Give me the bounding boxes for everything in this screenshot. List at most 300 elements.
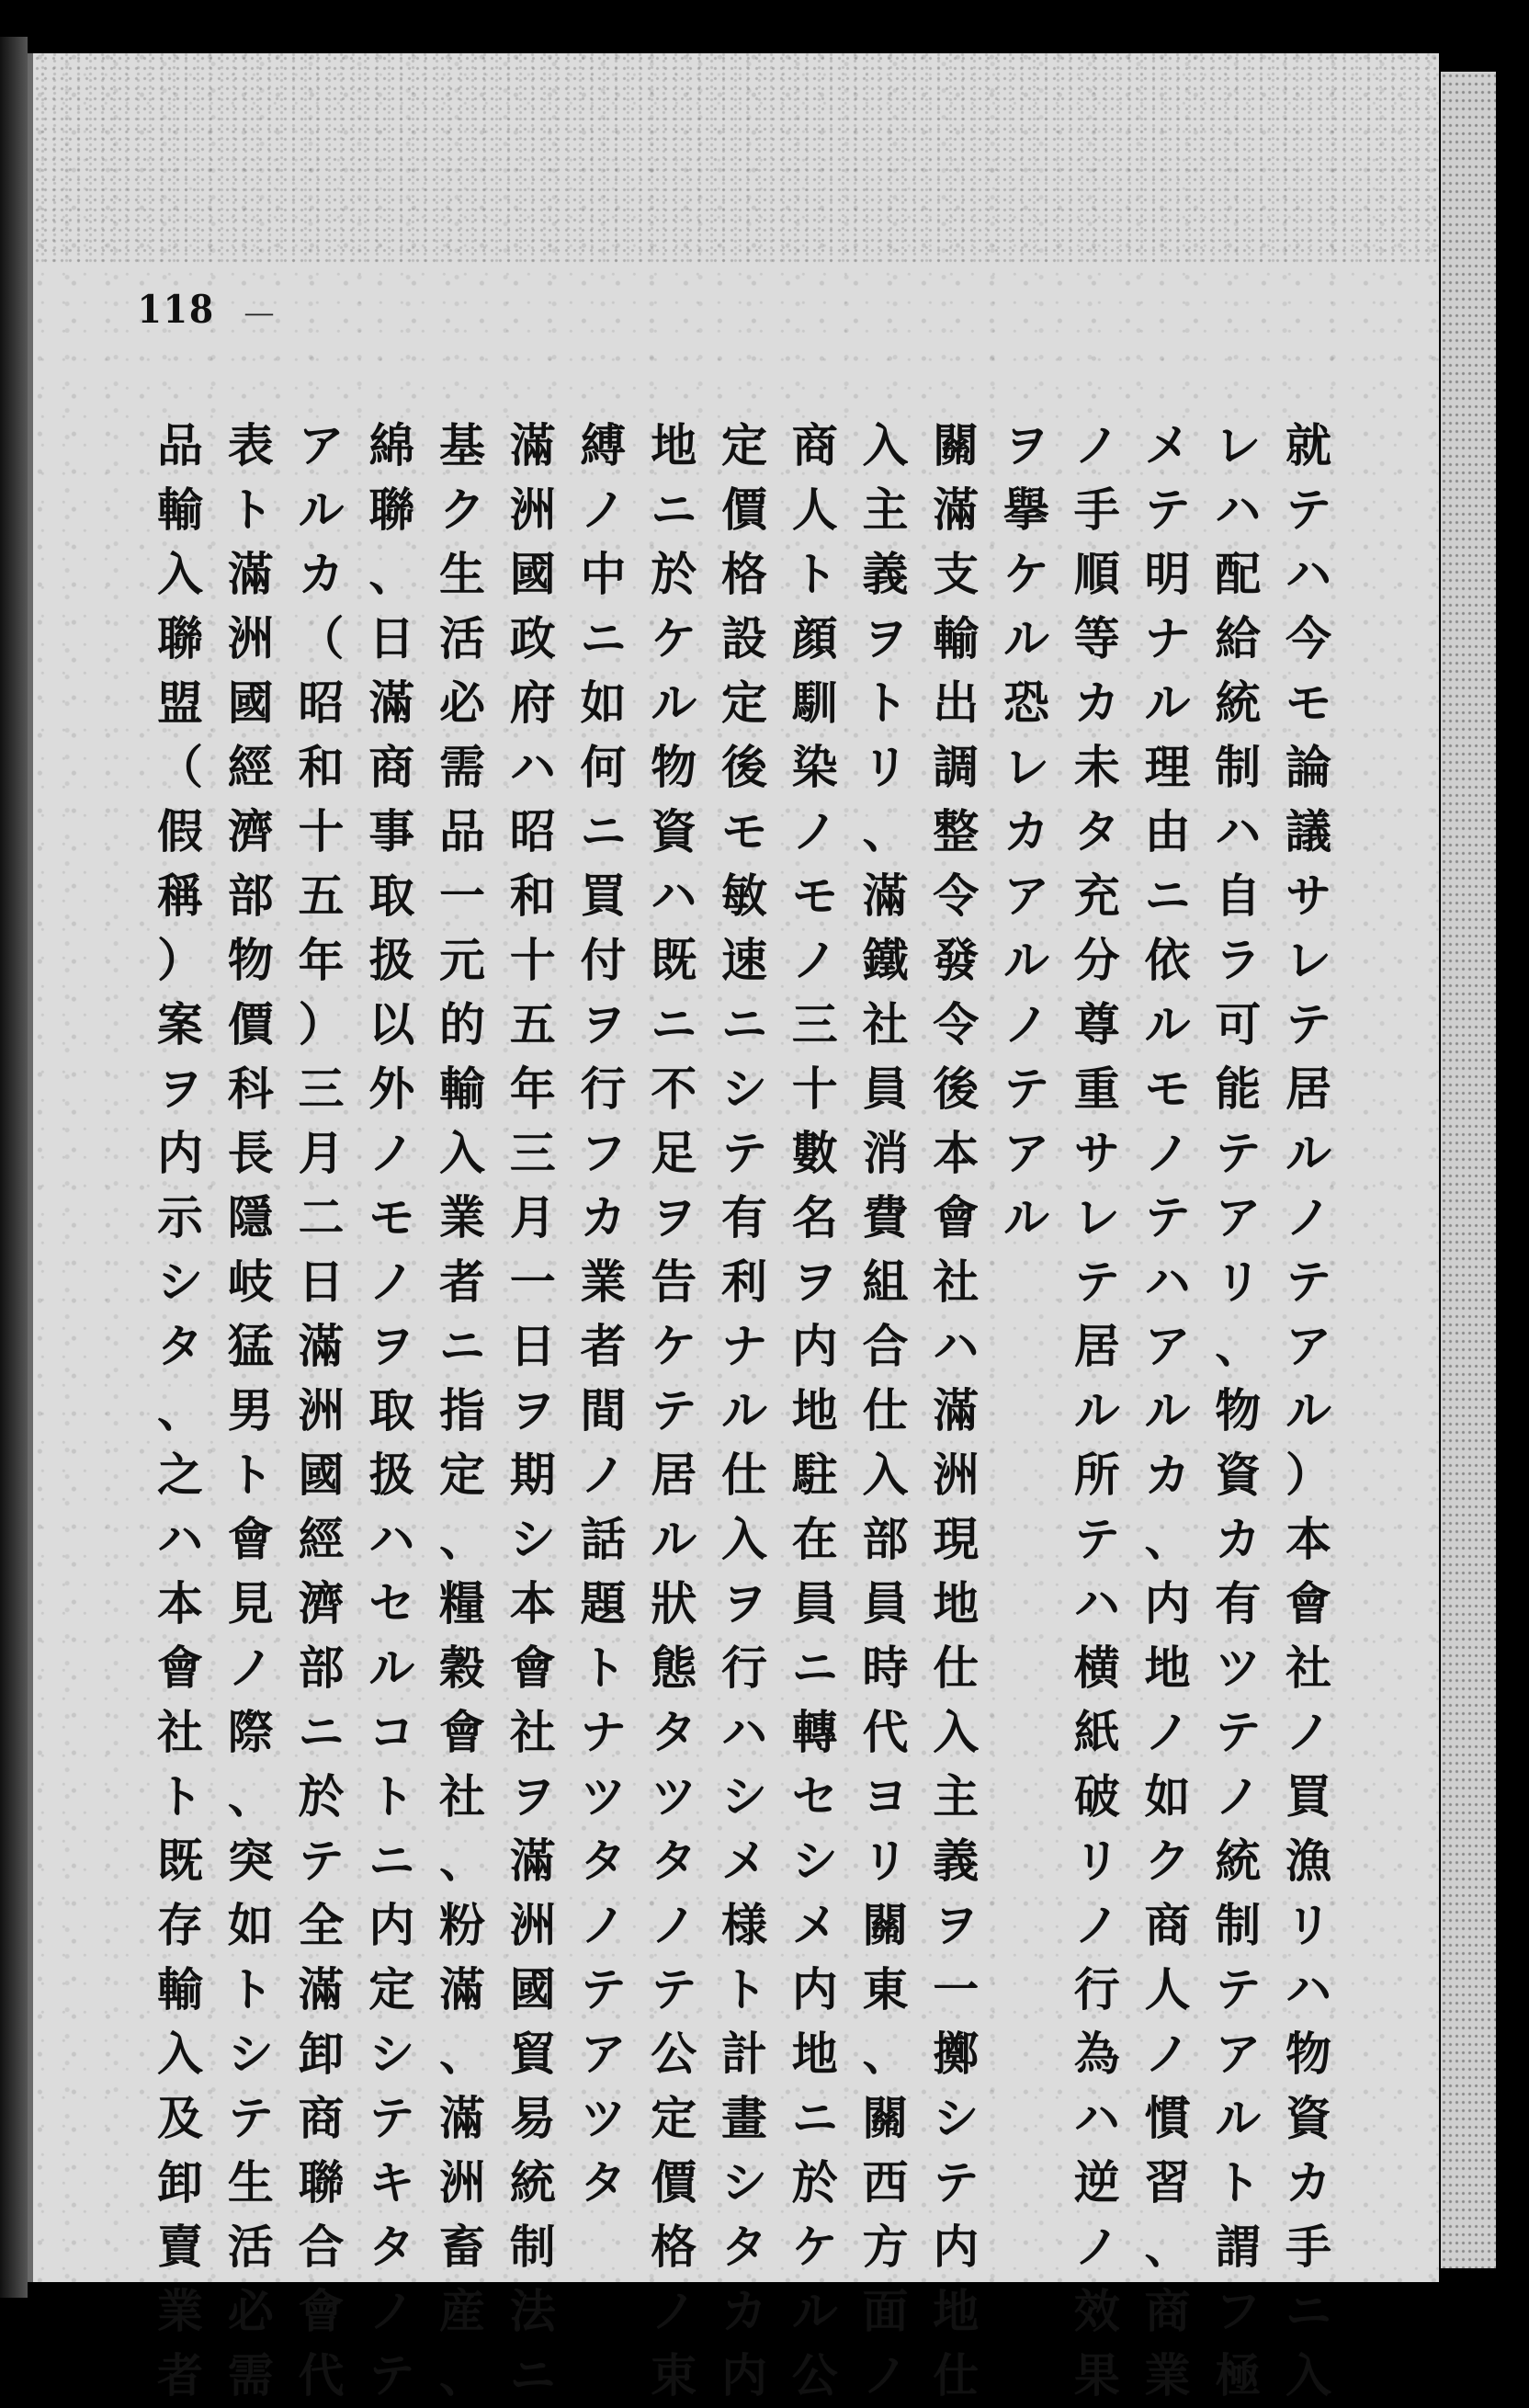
text-char: 令 [933, 997, 980, 1051]
text-char: 月 [298, 1126, 345, 1180]
text-char: ニ [580, 611, 627, 665]
text-char: 地 [1144, 1641, 1191, 1695]
text-column [363, 414, 420, 2402]
text-char: 畫 [721, 2091, 767, 2145]
text-char: 能 [1215, 1062, 1262, 1116]
text-char: 一 [439, 869, 485, 923]
text-char: 内 [791, 1962, 838, 2016]
text-char: テ [651, 1383, 697, 1437]
text-char: シ [509, 1512, 556, 1566]
text-char: 商 [298, 2091, 345, 2145]
text-char: ニ [580, 804, 627, 858]
text-char: ハ [509, 740, 556, 794]
text-char: 顔 [791, 611, 838, 665]
text-char: ル [1003, 933, 1049, 987]
text-column [293, 414, 350, 2402]
text-char: 本 [1285, 1512, 1331, 1566]
text-char: 岐 [227, 1255, 274, 1309]
text-char: 國 [509, 547, 556, 601]
text-char: 以 [368, 997, 415, 1051]
text-char: ニ [298, 1705, 345, 1759]
text-char: 和 [509, 869, 556, 923]
text-char: 十 [791, 1062, 838, 1116]
text-char: 染 [791, 740, 838, 794]
text-char: 組 [862, 1255, 909, 1309]
text-char: 洲 [439, 2155, 485, 2209]
text-char: ル [1003, 611, 1049, 665]
text-char: 入 [721, 1512, 767, 1566]
text-char: 員 [862, 1576, 909, 1630]
text-char: 員 [791, 1576, 838, 1630]
text-char: 費 [862, 1190, 909, 1244]
text-char: 粉 [439, 1898, 485, 1952]
text-char: テ [580, 1962, 627, 2016]
text-char: 依 [1144, 933, 1191, 987]
text-char: 入 [862, 418, 909, 472]
text-char: 國 [227, 676, 274, 730]
text-char: ヲ [933, 1898, 980, 1952]
text-char: 示 [157, 1190, 203, 1244]
text-char: ト [157, 1769, 203, 1823]
text-char: 物 [651, 740, 697, 794]
text-char: 仕 [721, 1448, 767, 1502]
text-char: ノ [1003, 997, 1049, 1051]
text-char: 買 [1285, 1769, 1331, 1823]
text-char: ノ [580, 1898, 627, 1952]
text-char: 國 [509, 1962, 556, 2016]
text-char: ヲ [1003, 418, 1049, 472]
text-char: 定 [368, 1962, 415, 2016]
text-char: 業 [580, 1255, 627, 1309]
text-char: 計 [721, 2027, 767, 2081]
text-char: 人 [1144, 1962, 1191, 2016]
text-char: 駐 [791, 1448, 838, 1502]
text-char: 配 [1215, 547, 1262, 601]
text-char: 仕 [862, 1383, 909, 1437]
text-char: 轉 [791, 1705, 838, 1759]
text-char: 有 [1215, 1576, 1262, 1630]
text-char: ハ [1073, 2091, 1120, 2145]
text-column [1280, 414, 1337, 2402]
text-char: 價 [721, 483, 767, 537]
text-char: ノ [862, 2348, 909, 2402]
text-char: 畜 [439, 2220, 485, 2274]
text-char: ノ [368, 1126, 415, 1180]
text-char: 十 [509, 933, 556, 987]
text-char: ト [368, 1769, 415, 1823]
text-char: 扱 [368, 933, 415, 987]
text-char: 分 [1073, 933, 1120, 987]
text-char: 自 [1215, 869, 1262, 923]
text-char: 聯 [157, 611, 203, 665]
text-column [434, 414, 491, 2402]
text-char: 既 [651, 933, 697, 987]
text-char: 現 [933, 1512, 980, 1566]
text-char: メ [1144, 418, 1191, 472]
text-char: 充 [1073, 869, 1120, 923]
text-char: 會 [157, 1641, 203, 1695]
text-char: タ [580, 1834, 627, 1888]
text-char: 鐵 [862, 933, 909, 987]
text-char: 間 [580, 1383, 627, 1437]
text-char: 制 [1215, 1898, 1262, 1952]
text-char: ナ [1144, 611, 1191, 665]
text-char: 代 [862, 1705, 909, 1759]
text-char: 者 [157, 2348, 203, 2402]
text-char: メ [721, 1834, 767, 1888]
text-char: 二 [298, 1190, 345, 1244]
text-char: 後 [933, 1062, 980, 1116]
text-char: 必 [227, 2284, 274, 2338]
text-char: ハ [1073, 1576, 1120, 1630]
text-char: 年 [509, 1062, 556, 1116]
text-char: 仕 [933, 2348, 980, 2402]
text-char: 擲 [933, 2027, 980, 2081]
text-char: 和 [298, 740, 345, 794]
text-char: テ [1285, 483, 1331, 537]
text-char: 義 [862, 547, 909, 601]
text-column [222, 414, 279, 2402]
text-char: セ [368, 1576, 415, 1630]
text-char: 順 [1073, 547, 1120, 601]
text-char: 統 [1215, 1834, 1262, 1888]
text-char: 付 [580, 933, 627, 987]
text-char: 日 [298, 1255, 345, 1309]
text-char: 時 [862, 1641, 909, 1695]
text-char: ヨ [862, 1769, 909, 1823]
text-char: 昭 [509, 804, 556, 858]
text-char: 就 [1285, 418, 1331, 472]
text-char: ハ [1144, 1255, 1191, 1309]
text-char: 關 [933, 418, 980, 472]
text-char: テ [1073, 1255, 1120, 1309]
text-char: 於 [791, 2155, 838, 2209]
text-char: 滿 [368, 676, 415, 730]
text-char: 物 [1215, 1383, 1262, 1437]
text-char: 重 [1073, 1062, 1120, 1116]
text-char: 公 [791, 2348, 838, 2402]
text-char: 統 [509, 2155, 556, 2209]
text-char: 格 [651, 2220, 697, 2274]
text-char: 易 [509, 2091, 556, 2145]
text-char: ヲ [368, 1319, 415, 1373]
text-char: 業 [157, 2284, 203, 2338]
next-page-edge [1441, 72, 1496, 2268]
text-char: 手 [1285, 2220, 1331, 2274]
text-char: ル [1215, 2091, 1262, 2145]
text-char: ル [1144, 997, 1191, 1051]
text-char: 指 [439, 1383, 485, 1437]
text-char: ク [1144, 1834, 1191, 1888]
text-char: 破 [1073, 1769, 1120, 1823]
text-char: ト [1215, 2155, 1262, 2209]
text-char: ケ [791, 2220, 838, 2274]
text-char: ノ [1285, 1190, 1331, 1244]
text-char: 、 [157, 1383, 203, 1437]
text-char: 恐 [1003, 676, 1049, 730]
text-char: 行 [580, 1062, 627, 1116]
text-char: ハ [1285, 1962, 1331, 2016]
text-char: レ [1285, 933, 1331, 987]
text-char: 會 [933, 1190, 980, 1244]
text-char: 員 [862, 1062, 909, 1116]
text-char: 定 [721, 418, 767, 472]
text-char: 代 [298, 2348, 345, 2402]
text-char: ル [1144, 676, 1191, 730]
text-char: テ [1144, 483, 1191, 537]
text-char: ル [298, 483, 345, 537]
text-char: 三 [298, 1062, 345, 1116]
text-char: カ [1144, 1448, 1191, 1502]
text-char: 名 [791, 1190, 838, 1244]
text-char: ハ [1215, 483, 1262, 537]
text-char: 隱 [227, 1190, 274, 1244]
text-char: 輸 [439, 1062, 485, 1116]
text-char: キ [368, 2155, 415, 2209]
text-char: 定 [651, 2091, 697, 2145]
text-char: 入 [157, 2027, 203, 2081]
text-char: シ [721, 1062, 767, 1116]
text-char: テ [1215, 1962, 1262, 2016]
text-char: カ [1073, 676, 1120, 730]
text-char: 一 [509, 1255, 556, 1309]
text-char: シ [157, 1255, 203, 1309]
text-char: 賣 [157, 2220, 203, 2274]
text-char: 會 [227, 1512, 274, 1566]
text-char: ア [1215, 2027, 1262, 2081]
text-char: 社 [1285, 1641, 1331, 1695]
text-char: 給 [1215, 611, 1262, 665]
text-char: 法 [509, 2284, 556, 2338]
text-char: 見 [227, 1576, 274, 1630]
text-char: コ [368, 1705, 415, 1759]
text-column [152, 414, 209, 2402]
text-char: ノ [368, 2284, 415, 2338]
text-char: 品 [439, 804, 485, 858]
text-column [857, 414, 914, 2402]
text-char: 的 [439, 997, 485, 1051]
text-char: 五 [298, 869, 345, 923]
text-char: ト [227, 1448, 274, 1502]
text-char: 發 [933, 933, 980, 987]
text-char: 滿 [509, 1834, 556, 1888]
text-char: ノ [227, 1641, 274, 1695]
text-char: タ [721, 2220, 767, 2274]
text-char: 濟 [227, 804, 274, 858]
text-char: 聯 [298, 2155, 345, 2209]
text-char: （ [157, 740, 203, 794]
text-char: ト [580, 1641, 627, 1695]
text-char: 五 [509, 997, 556, 1051]
text-char: 、 [1215, 1319, 1262, 1373]
text-char: 統 [1215, 676, 1262, 730]
text-char: テ [368, 2348, 415, 2402]
text-char: ル [791, 2284, 838, 2338]
text-char: 極 [1215, 2348, 1262, 2402]
text-char: 猛 [227, 1319, 274, 1373]
text-char: ツ [1215, 1641, 1262, 1695]
text-char: ナ [580, 1705, 627, 1759]
text-char: 内 [721, 2348, 767, 2402]
text-char: カ [1003, 804, 1049, 858]
text-char: 由 [1144, 804, 1191, 858]
text-char: 入 [862, 1448, 909, 1502]
text-char: ア [298, 418, 345, 472]
text-char: ニ [721, 997, 767, 1051]
text-char: 如 [227, 1898, 274, 1952]
text-char: 既 [157, 1834, 203, 1888]
text-char: ニ [509, 2348, 556, 2402]
text-char: 物 [1285, 2027, 1331, 2081]
text-char: 昭 [298, 676, 345, 730]
text-char: 業 [1144, 2348, 1191, 2402]
text-char: 地 [933, 1576, 980, 1630]
text-column [787, 414, 844, 2402]
text-char: 義 [933, 1834, 980, 1888]
text-char: ク [439, 483, 485, 537]
text-char: ヲ [509, 1383, 556, 1437]
text-column [927, 414, 984, 2402]
text-char: 擧 [1003, 483, 1049, 537]
text-char: 資 [1215, 1448, 1262, 1502]
text-char: シ [721, 2155, 767, 2209]
text-char: シ [721, 1769, 767, 1823]
text-char: 案 [157, 997, 203, 1051]
text-char: ル [721, 1383, 767, 1437]
text-char: 必 [439, 676, 485, 730]
text-char: 入 [933, 1705, 980, 1759]
text-char: 話 [580, 1512, 627, 1566]
text-char: ア [580, 2027, 627, 2081]
text-char: 所 [1073, 1448, 1120, 1502]
text-char: ト [862, 676, 909, 730]
text-char: 内 [157, 1126, 203, 1180]
text-char: 際 [227, 1705, 274, 1759]
text-char: 需 [439, 740, 485, 794]
text-char: 聯 [368, 483, 415, 537]
text-char: 出 [933, 676, 980, 730]
text-char: 濟 [298, 1576, 345, 1630]
text-char: 、 [227, 1769, 274, 1823]
text-column [504, 414, 561, 2402]
text-char: テ [1285, 1255, 1331, 1309]
text-char: 入 [157, 547, 203, 601]
text-char: ハ [157, 1512, 203, 1566]
text-char: 洲 [509, 483, 556, 537]
text-char: 居 [1073, 1319, 1120, 1373]
text-char: 面 [862, 2284, 909, 2338]
text-char: カ [580, 1190, 627, 1244]
text-char: ニ [651, 997, 697, 1051]
text-char: 東 [862, 1962, 909, 2016]
text-char: 入 [1285, 2348, 1331, 2402]
text-char: 商 [368, 740, 415, 794]
page-number: 118 [137, 287, 215, 332]
text-char: ル [368, 1641, 415, 1695]
text-char: 告 [651, 1255, 697, 1309]
text-char: 内 [368, 1898, 415, 1952]
text-char: テ [368, 2091, 415, 2145]
text-char: 國 [298, 1448, 345, 1502]
text-char: 商 [1144, 1898, 1191, 1952]
text-char: タ [651, 1834, 697, 1888]
text-char: ル [651, 676, 697, 730]
text-char: メ [791, 1898, 838, 1952]
text-char: タ [580, 2155, 627, 2209]
text-char: 日 [368, 611, 415, 665]
text-char: テ [298, 1834, 345, 1888]
text-char: ニ [791, 2091, 838, 2145]
text-char: ） [298, 997, 345, 1051]
text-char: 效 [1073, 2284, 1120, 2338]
text-char: ラ [1215, 933, 1262, 987]
text-char: タ [651, 1705, 697, 1759]
text-char: 元 [439, 933, 485, 987]
text-char: 有 [721, 1190, 767, 1244]
text-char: 生 [439, 547, 485, 601]
text-char: ノ [580, 1448, 627, 1502]
text-char: サ [1073, 1126, 1120, 1180]
text-char: 、 [368, 547, 415, 601]
text-char: 卸 [298, 2027, 345, 2081]
page-gutter [0, 37, 28, 2298]
text-char: ヲ [791, 1255, 838, 1309]
text-char: 事 [368, 804, 415, 858]
text-char: ト [227, 1962, 274, 2016]
text-char: 取 [368, 869, 415, 923]
text-char: 令 [933, 869, 980, 923]
text-char: 關 [862, 2091, 909, 2145]
text-char: ノ [1285, 1705, 1331, 1759]
text-char: 洲 [227, 611, 274, 665]
text-char: 輸 [157, 1962, 203, 2016]
text-char: 態 [651, 1641, 697, 1695]
text-char: 政 [509, 611, 556, 665]
text-char: テ [933, 2155, 980, 2209]
text-char: レ [1073, 1190, 1120, 1244]
text-char: 會 [1285, 1576, 1331, 1630]
text-char: 紙 [1073, 1705, 1120, 1759]
text-char: 地 [791, 1383, 838, 1437]
text-char: 存 [157, 1898, 203, 1952]
text-char: ハ [1215, 804, 1262, 858]
text-char: 合 [862, 1319, 909, 1373]
text-char: リ [862, 1834, 909, 1888]
text-char: 滿 [439, 2091, 485, 2145]
text-char: タ [1073, 804, 1120, 858]
text-char: ノ [651, 2284, 697, 2338]
text-char: 商 [1144, 2284, 1191, 2338]
text-char: ハ [1285, 547, 1331, 601]
text-char: 地 [651, 418, 697, 472]
text-char: ヲ [721, 1576, 767, 1630]
text-char: テ [1285, 997, 1331, 1051]
text-char: ケ [651, 1319, 697, 1373]
text-char: 業 [439, 1190, 485, 1244]
text-char: 會 [298, 2284, 345, 2338]
text-char: 月 [509, 1190, 556, 1244]
text-char: 外 [368, 1062, 415, 1116]
text-char: ツ [651, 1769, 697, 1823]
text-char: 關 [862, 1898, 909, 1952]
text-column [998, 414, 1055, 2243]
text-char: 社 [509, 1705, 556, 1759]
text-char: ノ [1073, 1898, 1120, 1952]
text-char: 價 [651, 2155, 697, 2209]
text-char: 敏 [721, 869, 767, 923]
text-char: 縛 [580, 418, 627, 472]
text-char: 行 [1073, 1962, 1120, 2016]
